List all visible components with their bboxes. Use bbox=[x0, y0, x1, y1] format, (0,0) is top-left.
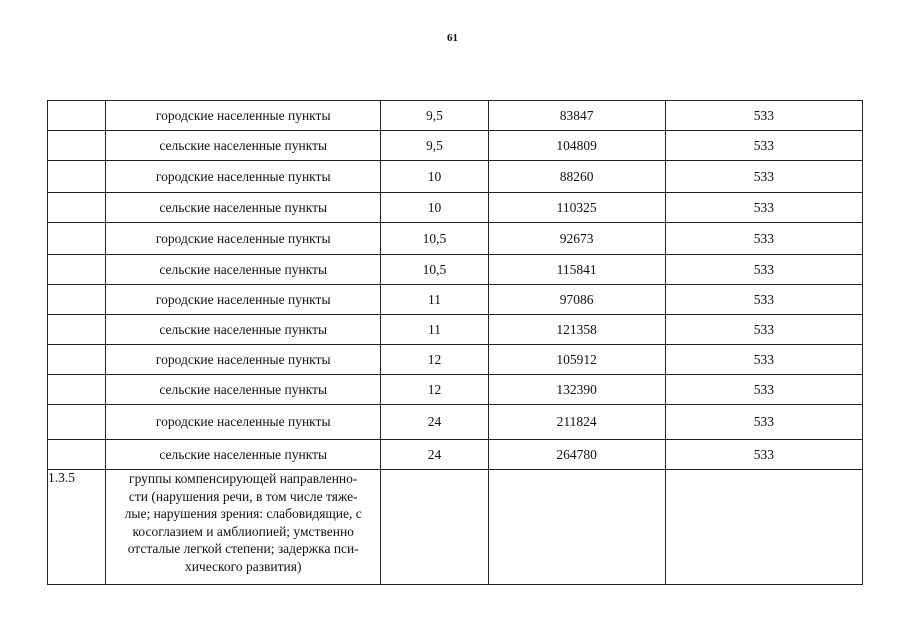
code-cell: 533 bbox=[665, 405, 862, 440]
table-row bbox=[48, 131, 863, 161]
settlement-type-cell: городские населенные пункты bbox=[106, 223, 381, 255]
empty-code-cell bbox=[48, 101, 106, 131]
settlement-type-cell: сельские населенные пункты bbox=[106, 440, 381, 470]
code-cell: 533 bbox=[665, 315, 862, 345]
code-cell: 533 bbox=[665, 161, 862, 193]
section-description-cell bbox=[106, 470, 381, 585]
amount-cell: 97086 bbox=[488, 285, 665, 315]
amount-cell: 110325 bbox=[488, 193, 665, 223]
description-line: сти (нарушения речи, в том числе тяже- bbox=[128, 488, 358, 504]
code-cell: 533 bbox=[665, 255, 862, 285]
hours-cell: 10 bbox=[381, 193, 488, 223]
table-row bbox=[48, 440, 863, 470]
hours-cell: 10,5 bbox=[381, 223, 488, 255]
hours-cell: 9,5 bbox=[381, 131, 488, 161]
table-row bbox=[48, 315, 863, 345]
table-body bbox=[48, 101, 863, 585]
code-cell: 533 bbox=[665, 345, 862, 375]
hours-cell: 24 bbox=[381, 405, 488, 440]
tariff-table bbox=[47, 100, 863, 585]
code-cell: 533 bbox=[665, 223, 862, 255]
code-cell: 533 bbox=[665, 193, 862, 223]
hours-cell: 9,5 bbox=[381, 101, 488, 131]
hours-cell: 11 bbox=[381, 285, 488, 315]
settlement-type-cell: городские населенные пункты bbox=[106, 345, 381, 375]
table-row bbox=[48, 193, 863, 223]
hours-cell: 10 bbox=[381, 161, 488, 193]
empty-code-cell bbox=[48, 315, 106, 345]
table-row bbox=[48, 375, 863, 405]
empty-code-cell bbox=[48, 285, 106, 315]
code-cell: 533 bbox=[665, 131, 862, 161]
description-line: лые; нарушения зрения: слабовидящие, с bbox=[124, 506, 362, 521]
amount-cell: 132390 bbox=[488, 375, 665, 405]
empty-code-cell bbox=[48, 405, 106, 440]
table-row bbox=[48, 405, 863, 440]
settlement-type-cell: городские населенные пункты bbox=[106, 405, 381, 440]
hours-cell: 11 bbox=[381, 315, 488, 345]
amount-cell: 88260 bbox=[488, 161, 665, 193]
amount-cell: 211824 bbox=[488, 405, 665, 440]
empty-code-cell bbox=[48, 193, 106, 223]
empty-code-cell bbox=[48, 440, 106, 470]
table-row bbox=[48, 161, 863, 193]
empty-code-cell bbox=[48, 255, 106, 285]
settlement-type-cell: сельские населенные пункты bbox=[106, 315, 381, 345]
amount-cell: 83847 bbox=[488, 101, 665, 131]
description-line: группы компенсирующей направленно- bbox=[129, 471, 358, 486]
amount-cell: 115841 bbox=[488, 255, 665, 285]
hours-cell: 10,5 bbox=[381, 255, 488, 285]
empty-code-cell bbox=[48, 345, 106, 375]
table-row bbox=[48, 345, 863, 375]
empty-code-cell bbox=[48, 131, 106, 161]
settlement-type-cell: сельские населенные пункты bbox=[106, 193, 381, 223]
description-line: хического развития) bbox=[184, 558, 302, 574]
settlement-type-cell: сельские населенные пункты bbox=[106, 255, 381, 285]
settlement-type-cell: городские населенные пункты bbox=[106, 101, 381, 131]
settlement-type-cell: сельские населенные пункты bbox=[106, 131, 381, 161]
section-row bbox=[48, 470, 863, 585]
settlement-type-cell: городские населенные пункты bbox=[106, 285, 381, 315]
amount-cell: 105912 bbox=[488, 345, 665, 375]
code-cell: 533 bbox=[665, 440, 862, 470]
empty-hours-cell bbox=[381, 470, 488, 585]
amount-cell: 92673 bbox=[488, 223, 665, 255]
table-row bbox=[48, 255, 863, 285]
page-number: 61 bbox=[447, 32, 458, 44]
table-row bbox=[48, 223, 863, 255]
table-row bbox=[48, 285, 863, 315]
hours-cell: 24 bbox=[381, 440, 488, 470]
code-cell: 533 bbox=[665, 375, 862, 405]
empty-amount-cell bbox=[488, 470, 665, 585]
settlement-type-cell: сельские населенные пункты bbox=[106, 375, 381, 405]
amount-cell: 121358 bbox=[488, 315, 665, 345]
description-line: косоглазием и амблиопией; умственно bbox=[132, 523, 354, 539]
empty-code-cell bbox=[48, 223, 106, 255]
empty-code-cell bbox=[665, 470, 862, 585]
hours-cell: 12 bbox=[381, 375, 488, 405]
amount-cell: 104809 bbox=[488, 131, 665, 161]
table-row bbox=[48, 101, 863, 131]
empty-code-cell bbox=[48, 161, 106, 193]
section-code-cell: 1.3.5 bbox=[48, 470, 106, 585]
settlement-type-cell: городские населенные пункты bbox=[106, 161, 381, 193]
code-cell: 533 bbox=[665, 285, 862, 315]
empty-code-cell bbox=[48, 375, 106, 405]
hours-cell: 12 bbox=[381, 345, 488, 375]
code-cell: 533 bbox=[665, 101, 862, 131]
amount-cell: 264780 bbox=[488, 440, 665, 470]
description-line: отсталые легкой степени; задержка пси- bbox=[127, 541, 359, 556]
